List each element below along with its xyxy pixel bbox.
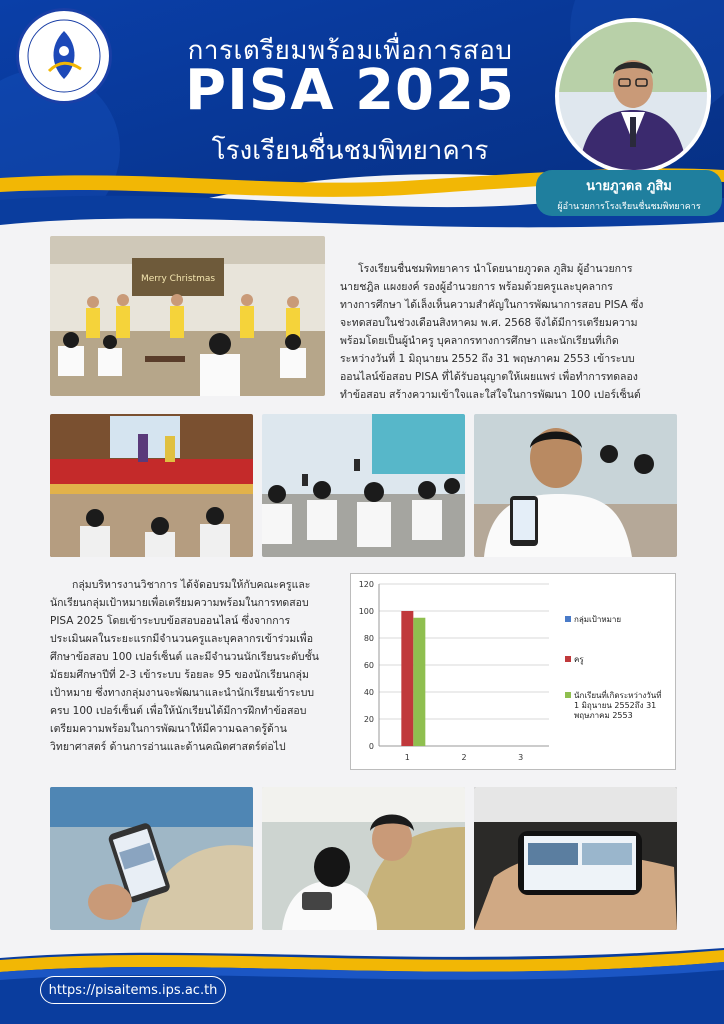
academic-paragraph xyxy=(50,576,340,756)
academic-line: เป้าหมาย ซึ่งทางกลุ่มงานจะพัฒนาและนำนักเรียนเข้าระบบ xyxy=(50,687,315,699)
academic-line: วิทยาศาสตร์ ด้านการอ่านและด้านคณิตศาสตร์ต่อไป xyxy=(50,741,286,753)
academic-line: นักเรียนกลุ่มเป้าหมายเพื่อเตรียมความพร้อมในการทดสอบ xyxy=(50,597,309,609)
director-name: นายภูวดล ภูสิม xyxy=(586,179,672,194)
intro-line: ทางการศึกษา ได้เล็งเห็นความสำคัญในการพัฒนาการสอบ PISA ซึ่ง xyxy=(340,299,644,311)
photo-student-smiling-phone xyxy=(474,414,677,557)
header-banner xyxy=(0,0,724,240)
director-name-box xyxy=(536,170,722,216)
intro-paragraph xyxy=(340,260,676,404)
chart-legend-label: ครู xyxy=(574,655,584,664)
director-title: ผู้อำนวยการโรงเรียนชื่นชมพิทยาคาร xyxy=(557,202,701,212)
chart-legend-label: 1 มิถุนายน 2552ถึง 31 xyxy=(574,701,657,710)
photo-phone-closeup xyxy=(474,787,677,930)
chart-y-tick-label: 20 xyxy=(363,715,374,724)
photo-students-phones-hall xyxy=(262,414,465,557)
photo-banner-text: Merry Christmas xyxy=(140,274,216,284)
intro-line: นายชฎิล แผงยงค์ รองผู้อำนวยการ พร้อมด้วยครูและบุคลากร xyxy=(340,281,613,293)
website-url-link[interactable]: https://pisaitems.ips.ac.th xyxy=(40,976,226,1004)
academic-line: ครบ 100 เปอร์เซ็นต์ เพื่อให้นักเรียนได้มีการฝึกทำข้อสอบ xyxy=(50,705,307,717)
chart-legend-swatch xyxy=(565,656,571,662)
title-line-3: โรงเรียนชื่นชมพิทยาคาร xyxy=(211,136,489,166)
chart-bar xyxy=(401,611,413,746)
chart-y-tick-label: 80 xyxy=(363,634,374,643)
photo-hall-stage xyxy=(50,414,253,557)
title-line-1: การเตรียมพร้อมเพื่อการสอบ xyxy=(187,36,513,66)
academic-line: PISA 2025 โดยเข้าระบบข้อสอบออนไลน์ ซึ่งจากการ xyxy=(50,615,291,627)
academic-line: ศึกษาข้อสอบ 100 เปอร์เซ็นต์ และมีจำนวนนักเรียนระดับชั้น xyxy=(50,651,319,663)
chart-legend-swatch xyxy=(565,616,571,622)
chart-y-tick-label: 40 xyxy=(363,688,374,697)
chart-y-tick-label: 120 xyxy=(358,580,374,589)
chart-legend-label: นักเรียนที่เกิดระหว่างวันที่ xyxy=(574,691,662,700)
intro-line: ระหว่างวันที่ 1 มิถุนายน 2552 ถึง 31 พฤษภาคม 2553 เข้าระบบ xyxy=(340,353,635,365)
intro-line: ทำข้อสอบ สร้างความเข้าใจและใส่ใจในการพัฒนา 100 เปอร์เซ็นต์ xyxy=(340,389,641,401)
chart-canvas xyxy=(351,574,675,769)
intro-line: พร้อมโดยเป็นผู้นำครู บุคลากรทางการศึกษา และนักเรียนที่เกิด xyxy=(340,335,619,347)
chart-legend-swatch xyxy=(565,692,571,698)
academic-line: กลุ่มบริหารงานวิชาการ ได้จัดอบรมให้กับคณะครูและ xyxy=(72,579,311,591)
chart-legend-label: พฤษภาคม 2553 xyxy=(574,711,633,720)
participation-chart xyxy=(350,573,676,770)
academic-line: เตรียมความพร้อมในการพัฒนาให้มีความฉลาดรู้ด้าน xyxy=(50,723,287,735)
academic-line: มัธยมศึกษาปีที่ 2-3 เข้าระบบ ร้อยละ 95 ของนักเรียนกลุ่ม xyxy=(50,669,309,681)
chart-legend-label: กลุ่มเป้าหมาย xyxy=(574,615,622,624)
photo-teachers-classroom xyxy=(50,236,325,396)
chart-y-tick-label: 0 xyxy=(368,742,374,751)
chart-x-tick-label: 2 xyxy=(461,753,467,762)
chart-bar xyxy=(413,618,425,746)
director-portrait xyxy=(555,18,711,174)
intro-line: ออนไลน์ข้อสอบ PISA ที่ได้รับอนุญาตให้เผยแพร่ เพื่อทำการทดลอง xyxy=(340,371,638,383)
chart-x-tick-label: 3 xyxy=(518,753,524,762)
chart-y-tick-label: 100 xyxy=(358,607,374,616)
academic-line: ประเมินผลในระยะแรกมีจำนวนครูและบุคลากรเข้าร่วมเพื่อ xyxy=(50,633,314,645)
chart-x-tick-label: 1 xyxy=(404,753,410,762)
photo-hand-phone xyxy=(50,787,253,930)
title-line-2: PISA 2025 xyxy=(185,58,515,123)
school-logo xyxy=(16,8,112,104)
photo-teacher-helping xyxy=(262,787,465,930)
intro-line: จะทดสอบในช่วงเดือนสิงหาคม พ.ศ. 2568 จึงได้มีการเตรียมความ xyxy=(340,317,638,329)
chart-y-tick-label: 60 xyxy=(363,661,374,670)
intro-line: โรงเรียนชื่นชมพิทยาคาร นำโดยนายภูวดล ภูสิม ผู้อำนวยการ xyxy=(358,263,633,275)
